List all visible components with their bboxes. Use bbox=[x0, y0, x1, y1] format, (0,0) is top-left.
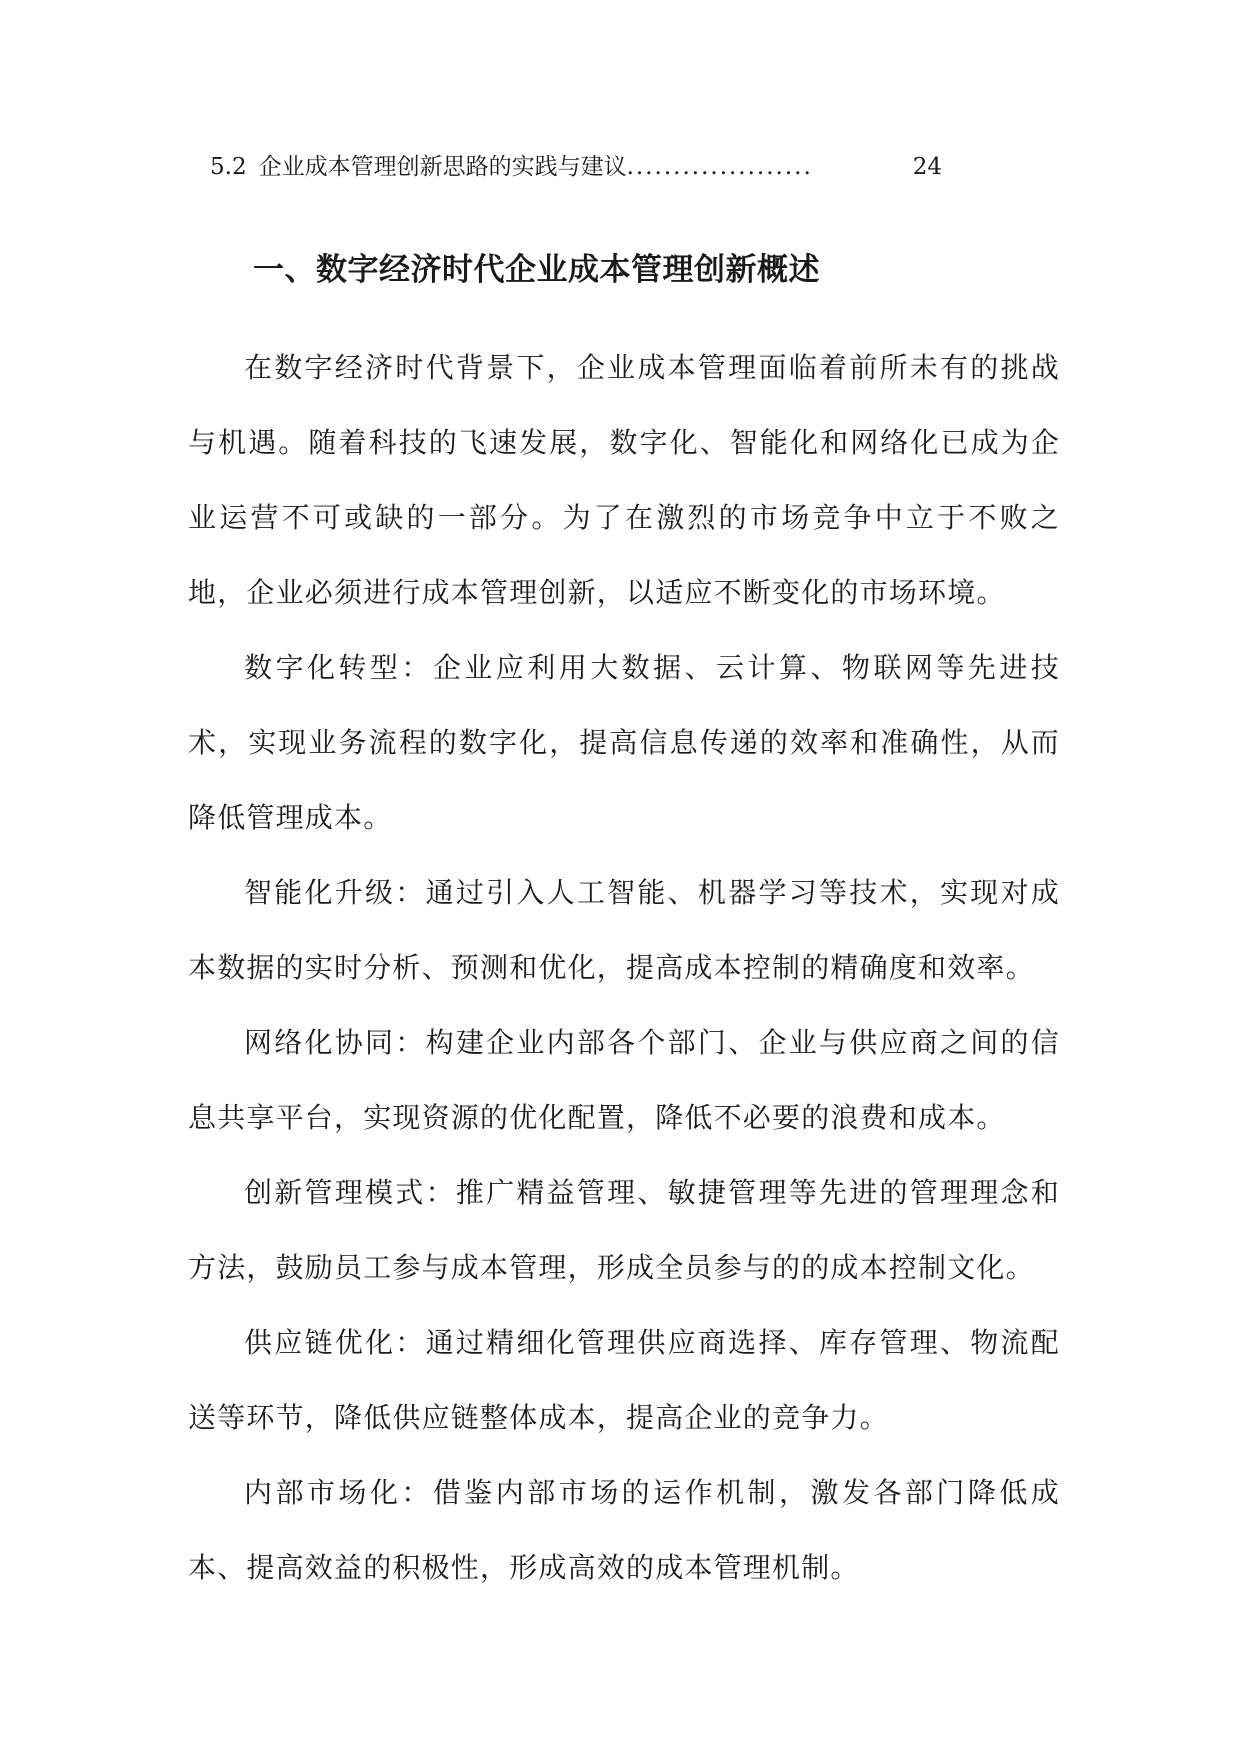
toc-dot-leader: .................... bbox=[626, 154, 813, 180]
body-text bbox=[188, 330, 1060, 1605]
paragraph-digital-transformation: 数字化转型：企业应利用大数据、云计算、物联网等先进技术，实现业务流程的数字化，提高信息传递的效率和准确性，从而降低管理成本。 bbox=[188, 651, 1060, 834]
paragraph-intro: 在数字经济时代背景下，企业成本管理面临着前所未有的挑战与机遇。随着科技的飞速发展，数字化、智能化和网络化已成为企业运营不可或缺的一部分。为了在激烈的市场竞争中立于不败之地，企业必须进行成本管理创新，以适应不断变化的市场环境。 bbox=[188, 351, 1060, 609]
paragraph-network-collaboration: 网络化协同：构建企业内部各个部门、企业与供应商之间的信息共享平台，实现资源的优化配置，降低不必要的浪费和成本。 bbox=[188, 1026, 1060, 1134]
paragraph-supply-chain: 供应链优化：通过精细化管理供应商选择、库存管理、物流配送等环节，降低供应链整体成本，提高企业的竞争力。 bbox=[188, 1326, 1060, 1434]
paragraph-internal-market: 内部市场化：借鉴内部市场的运作机制，激发各部门降低成本、提高效益的积极性，形成高效的成本管理机制。 bbox=[188, 1476, 1060, 1584]
paragraph-management-mode: 创新管理模式：推广精益管理、敏捷管理等先进的管理理念和方法，鼓励员工参与成本管理，形成全员参与的的成本控制文化。 bbox=[188, 1176, 1060, 1284]
toc-page-number: 24 bbox=[912, 154, 942, 180]
toc-number: 5.2 bbox=[210, 154, 247, 180]
paragraph-intelligent-upgrade: 智能化升级：通过引入人工智能、机器学习等技术，实现对成本数据的实时分析、预测和优化，提高成本控制的精确度和效率。 bbox=[188, 876, 1060, 984]
toc-entry[interactable] bbox=[210, 150, 942, 184]
toc-title: 企业成本管理创新思路的实践与建议 bbox=[258, 154, 627, 180]
section-heading: 一、数字经济时代企业成本管理创新概述 bbox=[253, 252, 820, 288]
